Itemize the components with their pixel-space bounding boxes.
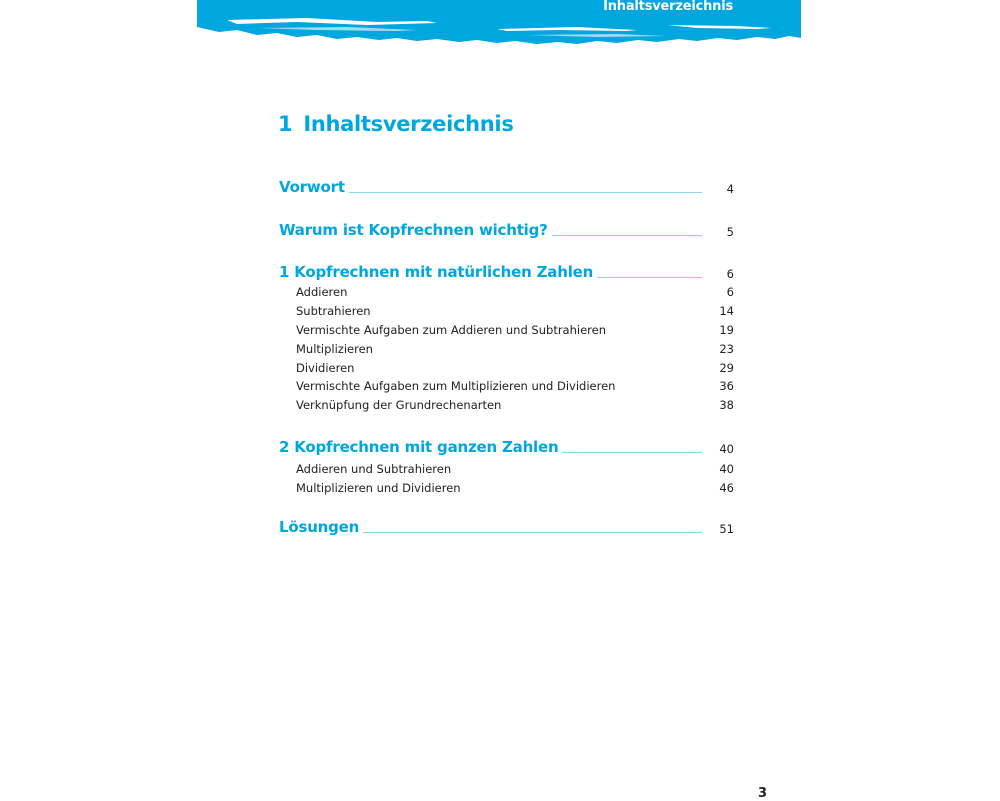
chapter-number: 2: [279, 438, 290, 456]
toc-subentry-label: Addieren und Subtrahieren: [296, 461, 452, 476]
toc-entry-label: Lösungen: [279, 518, 360, 536]
dotted-leader: [349, 192, 702, 193]
toc-subentry-page: 46: [719, 480, 734, 495]
toc-chapter-1[interactable]: [279, 262, 734, 282]
toc-chapter-2[interactable]: [279, 437, 734, 457]
dotted-leader: [552, 235, 702, 236]
toc-subentry[interactable]: [296, 301, 734, 320]
dotted-leader: [597, 277, 702, 278]
toc-entry-page: 5: [726, 225, 734, 239]
toc-entry-warum[interactable]: [279, 220, 734, 240]
banner-title: Inhaltsverzeichnis: [603, 0, 733, 14]
toc-entry-page: 40: [719, 442, 734, 456]
toc-subentry-page: 29: [719, 360, 734, 375]
dotted-leader: [363, 532, 702, 533]
toc-entry-vorwort[interactable]: [279, 177, 734, 197]
toc-subentry-label: Dividieren: [296, 360, 355, 375]
header-banner: [197, 0, 801, 48]
toc-subentry-label: Multiplizieren und Dividieren: [296, 480, 461, 495]
toc-subentry-page: 19: [719, 322, 734, 337]
toc-entry-page: 4: [726, 182, 734, 196]
page-title-text: Inhaltsverzeichnis: [303, 112, 514, 136]
chapter-title: Kopfrechnen mit ganzen Zahlen: [294, 438, 559, 456]
toc-subentry-page: 40: [719, 461, 734, 476]
toc-subentry[interactable]: [296, 376, 734, 395]
toc-entry-page: 6: [726, 267, 734, 281]
page-title-number: 1: [278, 112, 293, 136]
toc-subentry-label: Multiplizieren: [296, 341, 373, 356]
toc-entry-label: [279, 438, 558, 457]
toc-subentry-label: Addieren: [296, 284, 348, 299]
toc-entry-label: Warum ist Kopfrechnen wichtig?: [279, 221, 548, 239]
toc-entry-loesungen[interactable]: [279, 517, 734, 537]
page-title: [278, 112, 514, 136]
toc-subentry-label: Vermischte Aufgaben zum Addieren und Subtrahieren: [296, 322, 607, 337]
toc-subentry-page: 36: [719, 378, 734, 393]
toc-subentry[interactable]: [296, 459, 734, 478]
toc-subentry[interactable]: [296, 320, 734, 339]
page-number: 3: [758, 786, 768, 801]
toc-entry-page: 51: [719, 522, 734, 536]
toc-subentry-page: 38: [719, 397, 734, 412]
toc-subentry-page: 23: [719, 341, 734, 356]
toc-subentry-label: Vermischte Aufgaben zum Multiplizieren und Dividieren: [296, 378, 616, 393]
toc-entry-label: Vorwort: [279, 178, 345, 196]
toc-entry-label: [279, 263, 593, 282]
toc-subentry[interactable]: [296, 358, 734, 377]
toc-subentry-label: Subtrahieren: [296, 303, 371, 318]
toc-subentry-label: Verknüpfung der Grundrechenarten: [296, 397, 502, 412]
toc-subentry-page: 6: [726, 284, 734, 299]
toc-subentry[interactable]: [296, 282, 734, 301]
toc-subentry[interactable]: [296, 395, 734, 414]
toc-subentry-page: 14: [719, 303, 734, 318]
chapter-number: 1: [279, 263, 290, 281]
toc-subentry[interactable]: [296, 478, 734, 497]
chapter-title: Kopfrechnen mit natürlichen Zahlen: [294, 263, 594, 281]
dotted-leader: [562, 452, 702, 453]
toc-subentry[interactable]: [296, 339, 734, 358]
